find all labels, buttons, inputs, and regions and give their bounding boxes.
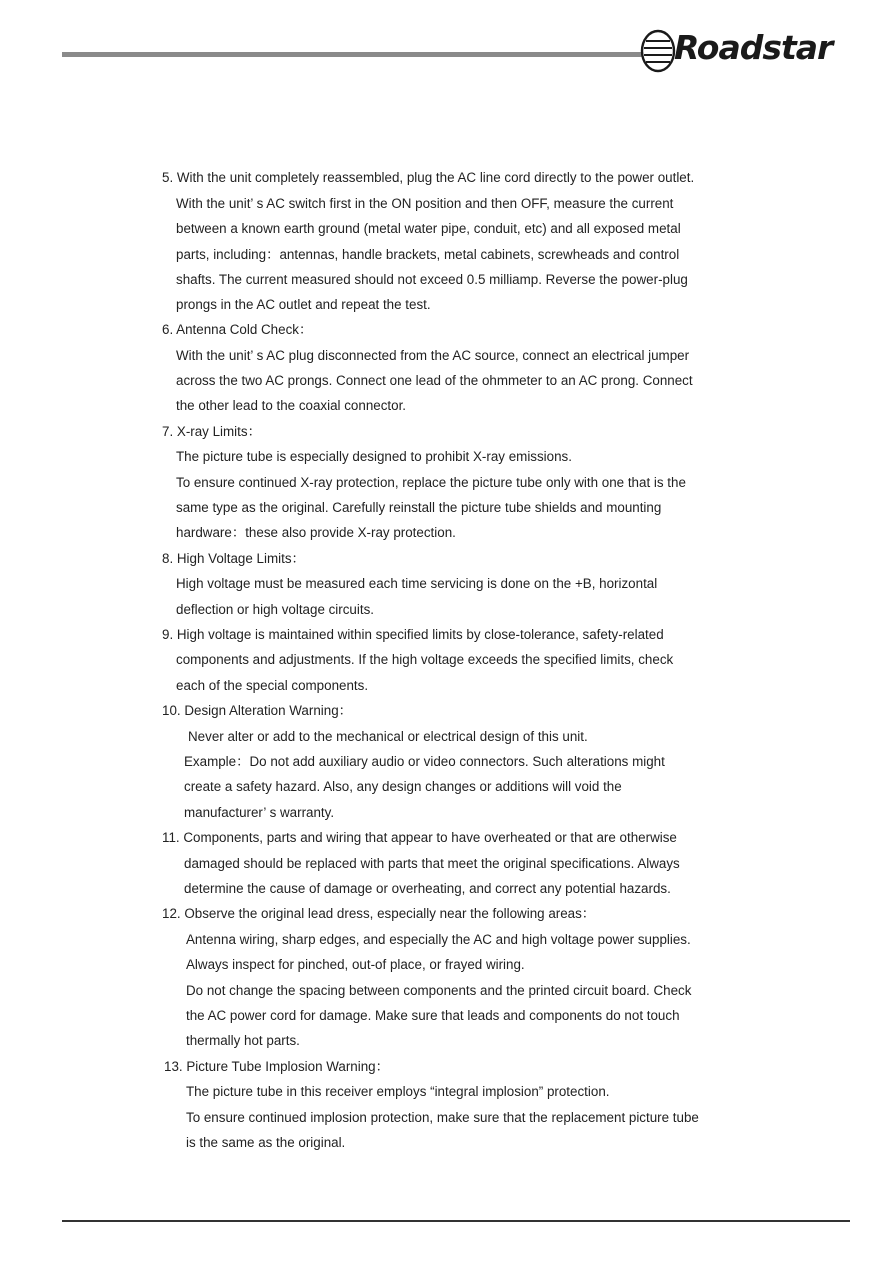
- item-6-line-3: the other lead to the coaxial connector.: [176, 398, 407, 413]
- footer-rule: [62, 1220, 850, 1222]
- logo-emblem-icon: [642, 31, 674, 71]
- header-rule: [62, 52, 642, 57]
- item-10-line-3: create a safety hazard. Also, any design changes or additions will void the: [184, 779, 622, 794]
- item-9-line-2: components and adjustments. If the high voltage exceeds the specified limits, check: [176, 652, 674, 667]
- item-12-heading: 12. Observe the original lead dress, especially near the following areas：: [162, 906, 596, 921]
- brand-wordmark: Roadstar: [674, 28, 833, 67]
- item-5-line-4: parts, including：antennas, handle brackets, metal cabinets, screwheads and control: [176, 247, 680, 262]
- item-9-line-1: 9. High voltage is maintained within specified limits by close-tolerance, safety-related: [162, 627, 664, 642]
- item-12-line-4: the AC power cord for damage. Make sure that leads and components do not touch: [186, 1008, 680, 1023]
- item-8-line-1: High voltage must be measured each time servicing is done on the +B, horizontal: [176, 576, 658, 591]
- item-7-heading: 7. X-ray Limits：: [162, 424, 261, 439]
- item-11-line-3: determine the cause of damage or overheating, and correct any potential hazards.: [184, 881, 671, 896]
- item-7-line-1: The picture tube is especially designed to prohibit X-ray emissions.: [176, 449, 572, 464]
- item-13-line-1: The picture tube in this receiver employs “integral implosion” protection.: [186, 1084, 610, 1099]
- item-7-line-2: To ensure continued X-ray protection, replace the picture tube only with one that is the: [176, 475, 686, 490]
- item-5-line-5: shafts. The current measured should not exceed 0.5 milliamp. Reverse the power-plug: [176, 272, 688, 287]
- item-13-heading: 13. Picture Tube Implosion Warning：: [164, 1059, 390, 1074]
- item-10-line-4: manufacturer’ s warranty.: [184, 805, 335, 820]
- item-12-line-5: thermally hot parts.: [186, 1033, 300, 1048]
- item-7-line-3: same type as the original. Carefully reinstall the picture tube shields and mounting: [176, 500, 662, 515]
- item-9-line-3: each of the special components.: [176, 678, 369, 693]
- item-6-line-1: With the unit’ s AC plug disconnected from the AC source, connect an electrical jumper: [176, 348, 690, 363]
- item-11-line-2: damaged should be replaced with parts that meet the original specifications. Always: [184, 856, 680, 871]
- item-5-line-6: prongs in the AC outlet and repeat the test.: [176, 297, 431, 312]
- item-6-line-2: across the two AC prongs. Connect one lead of the ohmmeter to an AC prong. Connect: [176, 373, 693, 388]
- item-11-line-1: 11. Components, parts and wiring that appear to have overheated or that are otherwise: [162, 830, 677, 845]
- item-13-line-2: To ensure continued implosion protection, make sure that the replacement picture tube: [186, 1110, 699, 1125]
- item-8-line-2: deflection or high voltage circuits.: [176, 602, 374, 617]
- item-5-line-3: between a known earth ground (metal water pipe, conduit, etc) and all exposed metal: [176, 221, 681, 236]
- item-8-heading: 8. High Voltage Limits：: [162, 551, 305, 566]
- item-5-line-2: With the unit’ s AC switch first in the ON position and then OFF, measure the current: [176, 196, 674, 211]
- item-12-line-1: Antenna wiring, sharp edges, and especially the AC and high voltage power supplies.: [186, 932, 691, 947]
- item-12-line-2: Always inspect for pinched, out-of place, or frayed wiring.: [186, 957, 525, 972]
- item-12-line-3: Do not change the spacing between components and the printed circuit board. Check: [186, 983, 692, 998]
- item-10-line-2: Example：Do not add auxiliary audio or video connectors. Such alterations might: [184, 754, 665, 769]
- item-6-heading: 6. Antenna Cold Check：: [162, 322, 313, 337]
- item-13-line-3: is the same as the original.: [186, 1135, 346, 1150]
- item-10-line-1: Never alter or add to the mechanical or electrical design of this unit.: [188, 729, 588, 744]
- item-10-heading: 10. Design Alteration Warning：: [162, 703, 353, 718]
- item-5-line-1: 5. With the unit completely reassembled, plug the AC line cord directly to the power outlet.: [162, 170, 695, 185]
- item-7-line-4: hardware：these also provide X-ray protection.: [176, 525, 456, 540]
